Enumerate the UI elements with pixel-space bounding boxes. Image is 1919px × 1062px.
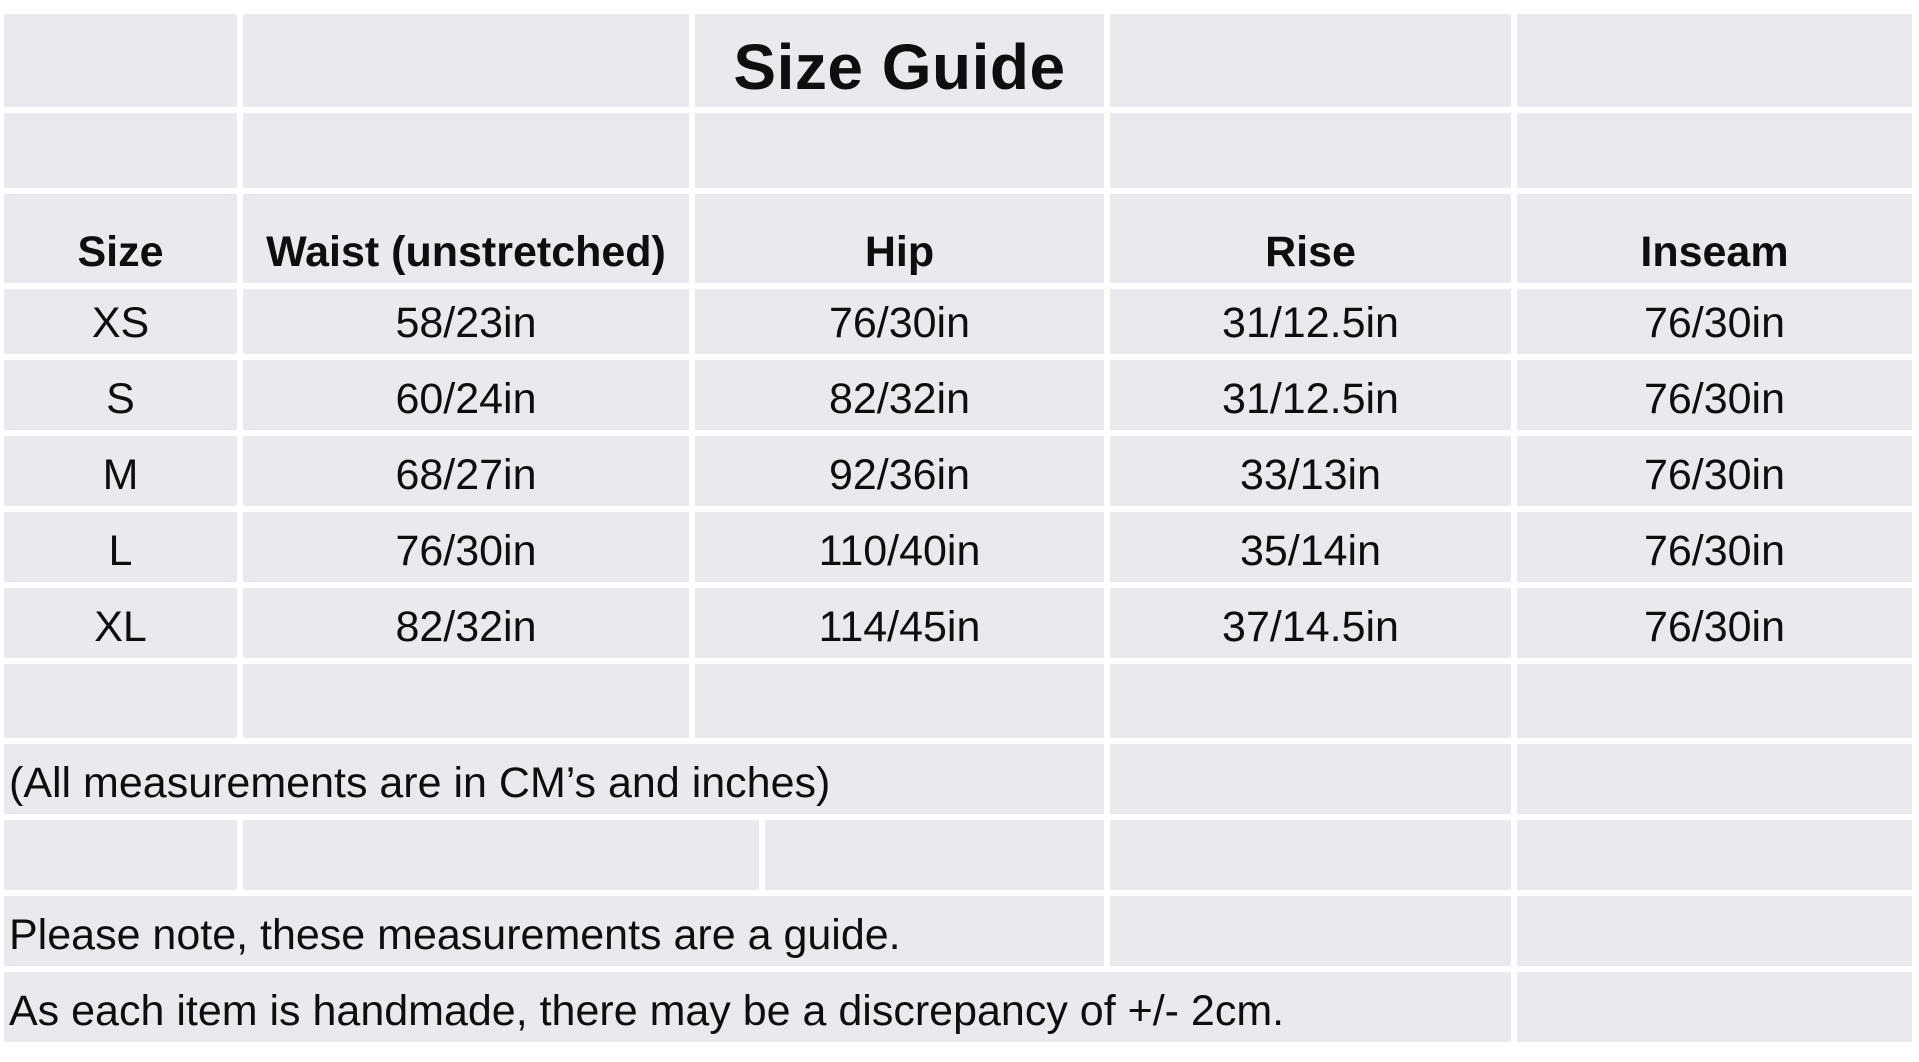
table-row-s (4, 360, 1912, 430)
empty-cell (1110, 664, 1511, 738)
size-cell: L (4, 512, 237, 582)
empty-cell (243, 664, 689, 738)
table-row-xs (4, 289, 1912, 354)
hip-cell: 82/32in (695, 360, 1104, 430)
header-hip: Hip (695, 194, 1104, 283)
table-row-m (4, 436, 1912, 506)
waist-cell: 68/27in (243, 436, 689, 506)
units-note: (All measurements are in CM’s and inches) (4, 744, 1104, 814)
empty-cell (695, 113, 1104, 188)
inseam-cell: 76/30in (1517, 436, 1912, 506)
rise-cell: 31/12.5in (1110, 289, 1511, 354)
empty-cell (243, 14, 689, 107)
waist-cell: 58/23in (243, 289, 689, 354)
waist-cell: 82/32in (243, 588, 689, 658)
rise-cell: 31/12.5in (1110, 360, 1511, 430)
table-row-xl (4, 588, 1912, 658)
inseam-cell: 76/30in (1517, 512, 1912, 582)
empty-cell (1517, 113, 1912, 188)
empty-cell (1517, 820, 1912, 890)
size-cell: S (4, 360, 237, 430)
rise-cell: 33/13in (1110, 436, 1511, 506)
header-waist: Waist (unstretched) (243, 194, 689, 283)
size-cell: M (4, 436, 237, 506)
handmade-note-row (4, 972, 1912, 1042)
empty-cell (243, 113, 689, 188)
inseam-cell: 76/30in (1517, 360, 1912, 430)
size-cell: XL (4, 588, 237, 658)
empty-cell (1517, 896, 1912, 966)
empty-cell (4, 820, 237, 890)
empty-cell (4, 664, 237, 738)
empty-cell (1110, 14, 1511, 107)
title-row (4, 14, 1912, 107)
handmade-note: As each item is handmade, there may be a discrepancy of +/- 2cm. (4, 972, 1511, 1042)
header-inseam: Inseam (1517, 194, 1912, 283)
empty-cell (1110, 896, 1511, 966)
empty-cell (1517, 744, 1912, 814)
spacer-row (4, 664, 1912, 738)
hip-cell: 110/40in (695, 512, 1104, 582)
spacer-row (4, 113, 1912, 188)
header-rise: Rise (1110, 194, 1511, 283)
guide-note-row (4, 896, 1912, 966)
empty-cell (4, 113, 237, 188)
inseam-cell: 76/30in (1517, 289, 1912, 354)
empty-cell (1517, 972, 1912, 1042)
page-title: Size Guide (695, 14, 1104, 107)
spacer-row (4, 820, 1912, 890)
rise-cell: 37/14.5in (1110, 588, 1511, 658)
hip-cell: 114/45in (695, 588, 1104, 658)
waist-cell: 76/30in (243, 512, 689, 582)
table-row-l (4, 512, 1912, 582)
empty-cell (765, 820, 1104, 890)
rise-cell: 35/14in (1110, 512, 1511, 582)
empty-cell (1517, 664, 1912, 738)
inseam-cell: 76/30in (1517, 588, 1912, 658)
units-note-row (4, 744, 1912, 814)
empty-cell (1110, 820, 1511, 890)
empty-cell (4, 14, 237, 107)
guide-note: Please note, these measurements are a guide. (4, 896, 1104, 966)
empty-cell (1517, 14, 1912, 107)
header-size: Size (4, 194, 237, 283)
empty-cell (243, 820, 759, 890)
waist-cell: 60/24in (243, 360, 689, 430)
empty-cell (1110, 113, 1511, 188)
empty-cell (1110, 744, 1511, 814)
size-cell: XS (4, 289, 237, 354)
hip-cell: 76/30in (695, 289, 1104, 354)
header-row (4, 194, 1912, 283)
empty-cell (695, 664, 1104, 738)
hip-cell: 92/36in (695, 436, 1104, 506)
